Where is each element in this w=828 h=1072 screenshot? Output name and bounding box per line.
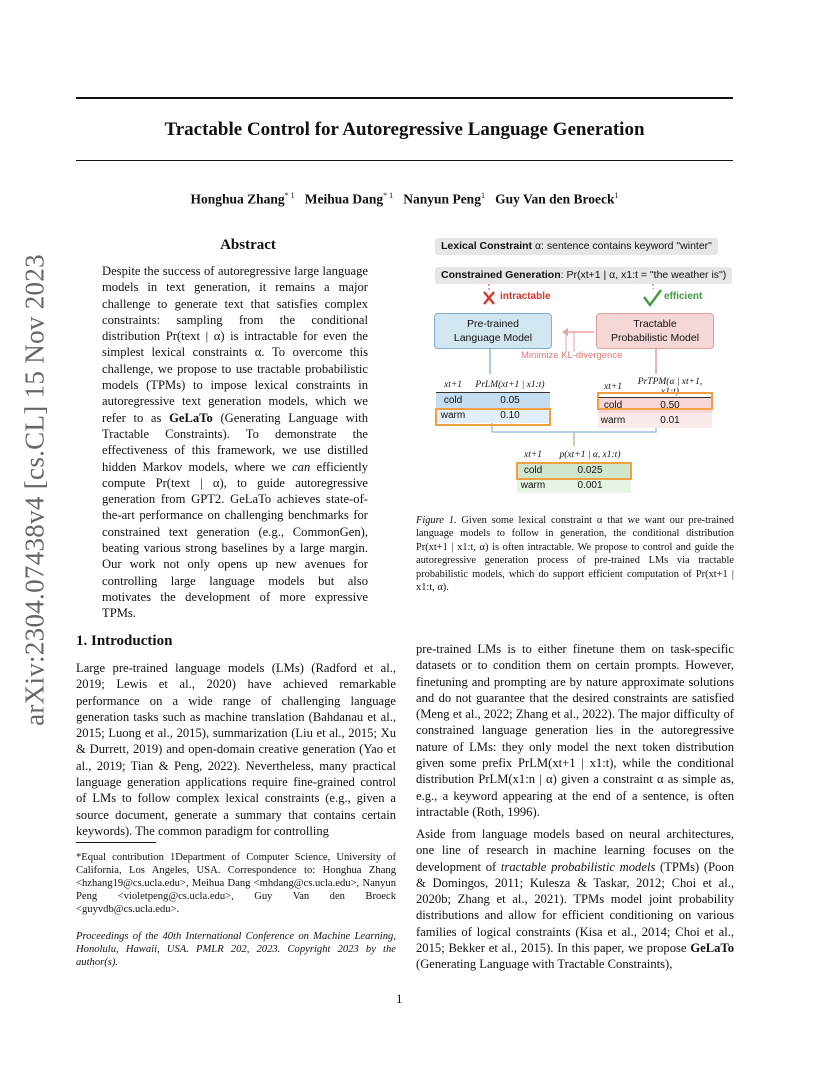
title-top-rule	[76, 97, 733, 99]
author-name: Honghua Zhang	[190, 191, 285, 207]
caption-text: Given some lexical constraint α that we want our pre-trained language models to follow in generation, the conditional distribution Pr(xt+1 | x1:t, α) is often intractable. We propose to control and guide the autoregressive generation process of pre-trained LMs via tractable probabilistic models, which do support efficient computation of Pr(xt+1 | x1:t, α).	[416, 515, 734, 594]
highlight-box	[597, 392, 713, 410]
para-bold: GeLaTo	[690, 941, 734, 956]
table-header: xt+1	[517, 447, 549, 463]
table-cell: warm	[517, 478, 549, 493]
kl-label: Minimize KL-divergence	[521, 350, 623, 361]
intro-right-para-2	[416, 826, 734, 973]
abstract-body	[102, 263, 368, 622]
table-cell: 0.025	[549, 463, 631, 479]
lm-box-line: Pre-trained	[467, 318, 519, 330]
highlight-box	[516, 462, 632, 480]
table-cell: 0.10	[470, 408, 550, 423]
lm-box-line: Language Model	[453, 332, 533, 344]
table-header: PrLM(xt+1 | x1:t)	[470, 377, 550, 393]
cross-icon	[484, 292, 494, 304]
table-cell: warm	[436, 408, 470, 423]
author-mark: * 1	[284, 191, 295, 200]
table-header: p(xt+1 | α, x1:t)	[549, 447, 631, 463]
proceedings-text: Proceedings of the 40th International Conference on Machine Learning, Honolulu, Hawaii, USA. PMLR 202, 2023. Copyright 2023 by the author(s).	[76, 931, 396, 968]
author-list	[76, 191, 733, 208]
kl-arrow-head	[562, 328, 568, 336]
table-cell: 0.05	[470, 393, 550, 409]
author-name: Nanyun Peng	[403, 191, 481, 207]
pretrained-lm-box	[434, 313, 552, 349]
page-number: 1	[396, 991, 403, 1006]
footnote-rule	[76, 842, 156, 843]
lexical-constraint-pill	[435, 238, 718, 255]
para-text: (Generating Language with Tractable Constraints),	[416, 957, 673, 972]
tpm-box	[596, 313, 714, 349]
table-cell: 0.50	[628, 398, 712, 414]
intro-left-column: Large pre-trained language models (LMs) (Radford et al., 2019; Lewis et al., 2020) have achieved remarkable performance on a wide range of challenging language generation tasks such as machine translation (Bahdanau et al., 2015; Luong et al., 2015), summarization (Liu et al., 2015; Xu & Durrett, 2019) and open-domain creative generation (Yao et al., 2019; Tian & Peng, 2022). Nevertheless, many practical language generation applications require fine-grained control of LMs to follow complex lexical constraints (e.g., given a source document, generate a summary that contains certain keywords). The common paradigm for controlling	[76, 661, 396, 838]
highlight-box	[435, 408, 551, 426]
para-emph: tractable probabilistic models	[500, 859, 656, 874]
figure-caption	[416, 514, 734, 594]
efficient-label: efficient	[664, 291, 703, 302]
abstract-text: efficiently compute Pr(text | α), to guide autoregressive generation from GPT2. GeLaTo achieves state-of-the-art performance on challenging benchmarks for constrained text generation (e.g., CommonGen), beating various strong baselines by a large margin. Our work not only opens up new avenues for controlling large language models but also motivates the development of more expressive TPMs.	[102, 459, 368, 621]
author-name: Meihua Dang	[304, 191, 384, 207]
lexical-label: Lexical Constraint	[441, 240, 533, 252]
table-cell: 0.001	[549, 478, 631, 493]
paper-title: Tractable Control for Autoregressive Language Generation	[164, 119, 645, 140]
table-cell: cold	[517, 463, 549, 479]
table-header: xt+1	[436, 377, 470, 393]
footnote: *Equal contribution 1Department of Computer Science, University of California, Los Angeles, USA. Correspondence to: Honghua Zhang <hzhang19@cs.ucla.edu>, Meihua Dang <mhdang@cs.ucla.edu>, Nanyun Peng <violetpeng@cs.ucla.edu>, Guy Van den Broeck <guyvdb@cs.ucla.edu>.	[76, 852, 396, 915]
section-heading: 1. Introduction	[76, 633, 173, 649]
table-cell: cold	[598, 398, 628, 414]
tpm-box-line: Tractable	[633, 318, 677, 330]
table-header: xt+1	[598, 377, 628, 398]
intro-right-para-1: pre-trained LMs is to either finetune them on task-specific datasets or to condition them on certain prompts. However, finetuning and prompting are by nature approximate solutions and do not guarantee that the desired constraints are satisfied (Meng et al., 2022; Zhang et al., 2022). The major difficulty of constrained language generation lies in the autoregressive nature of LMs: they only model the next token distribution given some prefix PrLM(xt+1 | x1:t), while the conditional distribution PrLM(x1:n | α) given a constraint α as simple as, e.g., a keyword appearing at the end of a sentence, is often intractable (Roth, 1996).	[416, 642, 734, 819]
abstract-text: Despite the success of autoregressive large language models in text generation, it remains a major challenge to generate text that satisfies complex constraints: sampling from the conditional distribution Pr(text | α) is intractable for even the simplest lexical constraints α. To overcome this challenge, we propose to use tractable probabilistic models (TPMs) to impose lexical constraints in autoregressive text generation models, which we refer to as	[102, 264, 368, 425]
para-text: (TPMs) (Poon & Domingos, 2011; Kulesza & Taskar, 2012; Choi et al., 2020b; Zhang et al., 2021). TPMs model joint probability distributions and allow for efficient conditioning on various families of logical constraints (Kisa et al., 2014; Choi et al., 2015; Bekker et al., 2015). In this paper, we propose	[416, 859, 734, 956]
constrained-label: Constrained Generation	[441, 269, 561, 281]
constrained-text: : Pr(xt+1 | α, x1:t = "the weather is")	[560, 269, 727, 281]
arxiv-stamp-text: arXiv:2304.07438v4 [cs.CL] 15 Nov 2023	[19, 254, 50, 726]
abstract-emph: can	[292, 459, 311, 474]
intractable-label: intractable	[500, 291, 551, 302]
abstract-gelato: GeLaTo	[169, 410, 213, 425]
lexical-text: α: sentence contains keyword "winter"	[532, 240, 712, 252]
table-cell: warm	[598, 413, 628, 428]
abstract-text: (Generating Language with Tractable Constraints). To demonstrate the effectiveness of this framework, we use distilled hidden Markov models, where we	[102, 410, 368, 474]
title-bottom-rule	[76, 160, 733, 161]
author-mark: 1	[480, 191, 485, 200]
arxiv-stamp	[19, 254, 50, 726]
para-text: Aside from language models based on neural architectures, one line of research in machine learning focuses on the development of	[416, 827, 734, 874]
tpm-box-line: Probabilistic Model	[610, 332, 700, 344]
caption-label: Figure 1.	[416, 515, 457, 526]
author-mark: * 1	[383, 191, 394, 200]
author-name: Guy Van den Broeck	[495, 191, 615, 207]
author-mark: 1	[614, 191, 619, 200]
check-icon	[644, 290, 661, 305]
abstract-heading: Abstract	[220, 237, 276, 253]
table-cell: 0.01	[628, 413, 712, 428]
table-header: PrTPM(α | xt+1, x1:t)	[628, 377, 712, 398]
table-cell: cold	[436, 393, 470, 409]
proceedings-note	[76, 930, 396, 969]
